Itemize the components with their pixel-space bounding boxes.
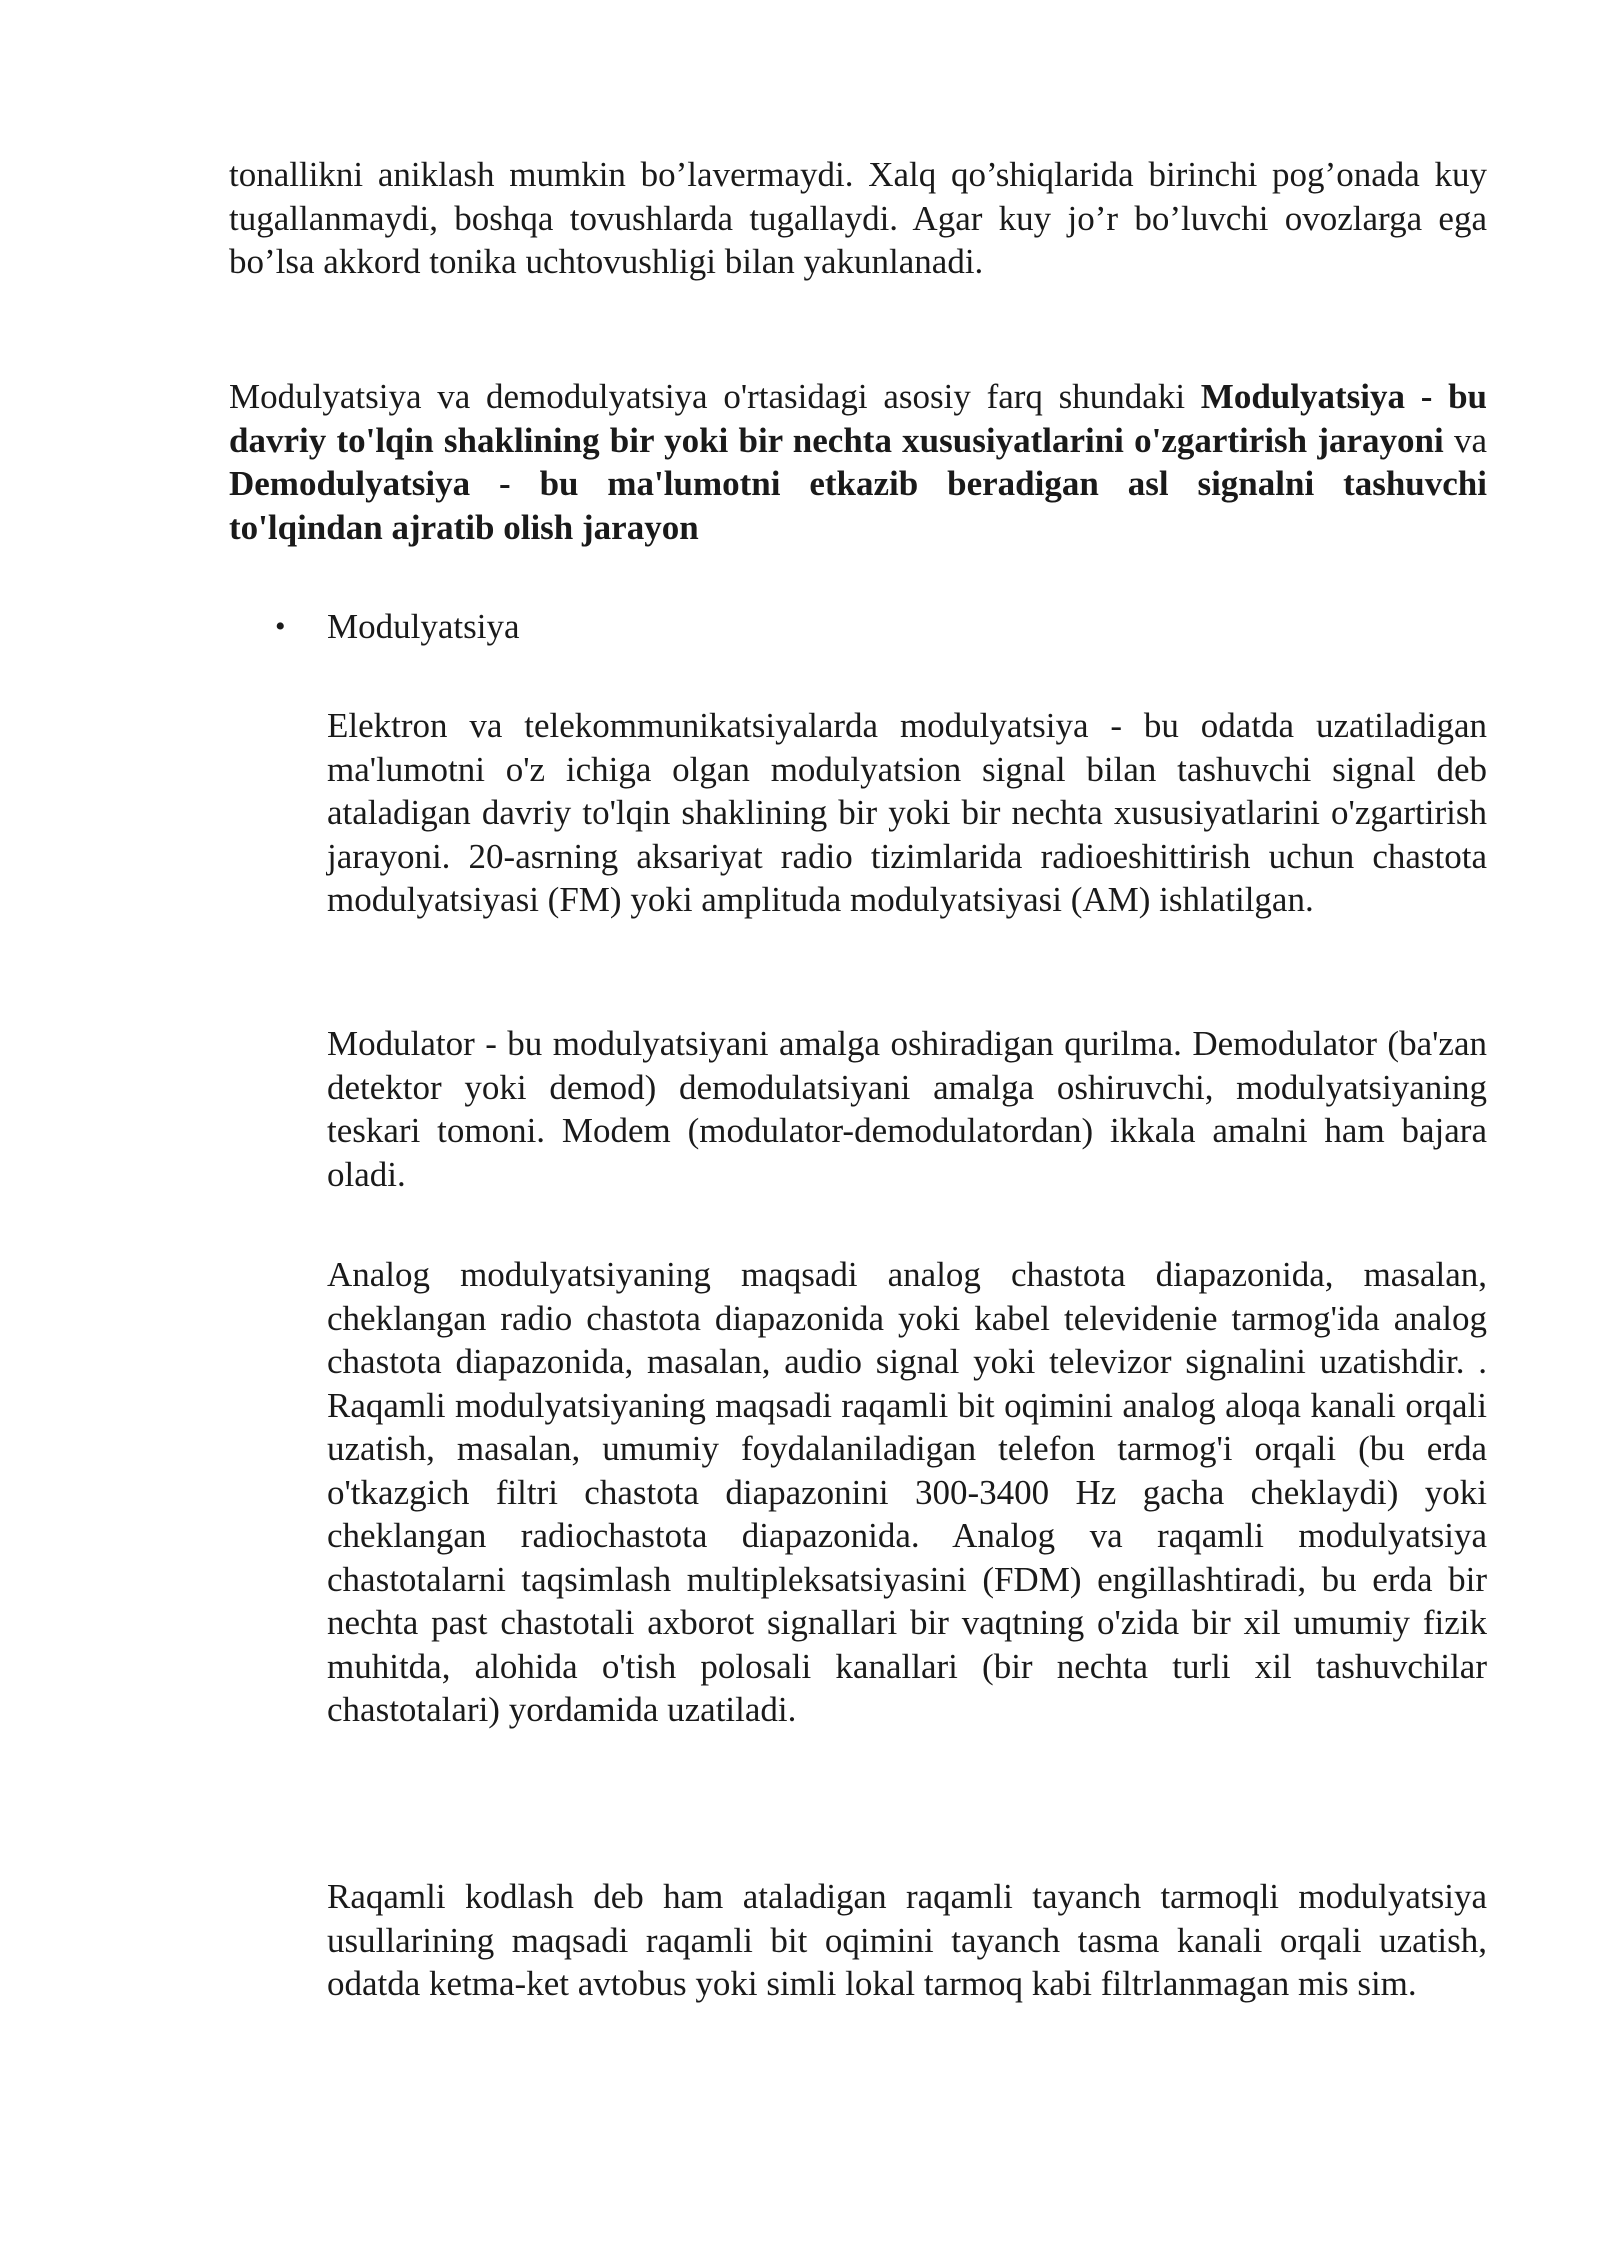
comparison-paragraph (229, 375, 1487, 549)
electronics-paragraph: Elektron va telekommunikatsiyalarda modulyatsiya - bu odatda uzatiladigan ma'lumotni o'z ichiga olgan modulyatsion signal bilan tashuvchi signal deb ataladigan davriy to'lqin shaklining bir yoki bir nechta xususiyatlarini o'zgartirish jarayoni. 20-asrning aksariyat radio tizimlarida radioeshittirish uchun chastota modulyatsiyasi (FM) yoki amplituda modulyatsiyasi (AM) ishlatilgan. (327, 706, 1487, 919)
bullet-icon: • (275, 610, 286, 643)
comparison-connector: va (1443, 420, 1487, 460)
modulator-paragraph: Modulator - bu modulyatsiyani amalga oshiradigan qurilma. Demodulator (ba'zan detektor yoki demod) demodulatsiyani amalga oshiruvchi, modulyatsiyaning teskari tomoni. Modem (modulator-demodulatordan) ikkala amalni ham bajara oladi. (327, 1024, 1487, 1194)
intro-paragraph: tonallikni aniklash mumkin bo’lavermaydi. Xalq qo’shiqlarida birinchi pog’onada kuy tugallanmaydi, boshqa tovushlarda tugallaydi. Agar kuy jo’r bo’luvchi ovozlarga ega bo’lsa akkord tonika uchtovushligi bilan yakunlanadi. (229, 155, 1487, 281)
bullet-label: Modulyatsiya (327, 607, 520, 646)
analog-modulation-paragraph: Analog modulyatsiyaning maqsadi analog chastota diapazonida, masalan, cheklangan radio chastota diapazonida yoki kabel televidenie tarmog'ida analog chastota diapazonida, masalan, audio signal yoki televizor signalini uzatishdir. . Raqamli modulyatsiyaning maqsadi raqamli bit oqimini analog aloqa kanali orqali uzatish, masalan, umumiy foydalaniladigan telefon tarmog'i orqali (bu erda o'tkazgich filtri chastota diapazonini 300-3400 Hz gacha cheklaydi) yoki cheklangan radiochastota diapazonida. Analog va raqamli modulyatsiya chastotalarni taqsimlash multipleksatsiyasini (FDM) engillashtiradi, bu erda bir nechta past chastotali axborot signallari bir vaqtning o'zida bir xil umumiy fizik muhitda, alohida o'tish polosali kanallari (bir nechta turli xil tashuvchilar chastotalari) yordamida uzatiladi. (327, 1255, 1487, 1729)
digital-baseband-paragraph: Raqamli kodlash deb ham ataladigan raqamli tayanch tarmoqli modulyatsiya usullarining maqsadi raqamli bit oqimini tayanch tasma kanali orqali uzatish, odatda ketma-ket avtobus yoki simli lokal tarmoq kabi filtrlanmagan mis sim. (327, 1877, 1487, 2003)
modulation-definition: Modulyatsiya - bu davriy to'lqin shaklining bir yoki bir nechta xususiyatlarini o'zgartirish jarayoni (229, 377, 1488, 460)
comparison-lead-text: Modulyatsiya va demodulyatsiya o'rtasidagi asosiy farq shundaki (229, 377, 1201, 416)
demodulation-definition: Demodulyatsiya - bu ma'lumotni etkazib beradigan asl signalni tashuvchi to'lqindan ajratib olish jarayon (229, 464, 1487, 547)
bullet-list-item (275, 605, 1075, 649)
